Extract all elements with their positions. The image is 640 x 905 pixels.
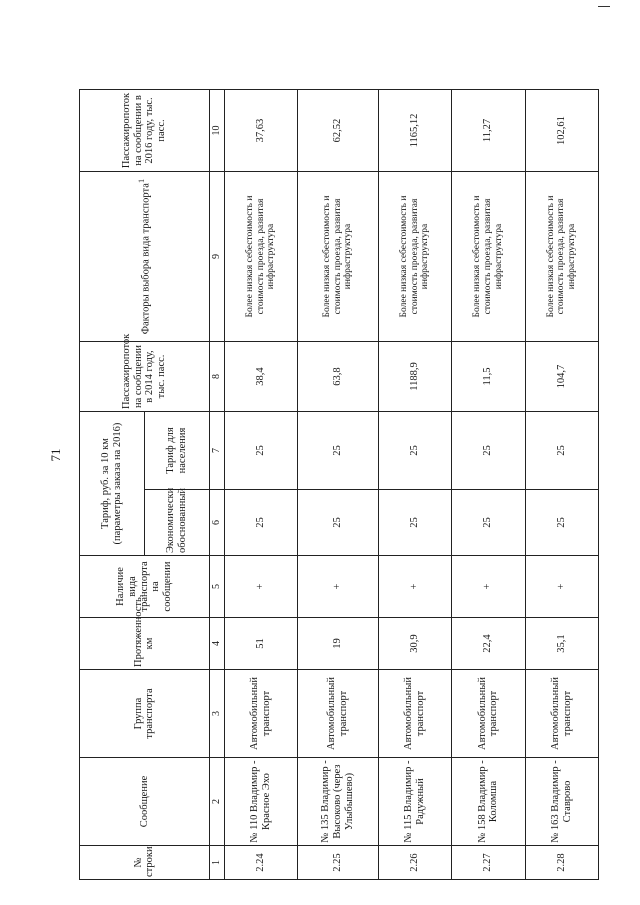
cell-length: 51 [224, 618, 297, 670]
cell-row-id: 2.25 [298, 846, 378, 880]
cell-passenger-2016: 102,61 [525, 90, 598, 172]
cell-route: № 135 Владимир - Высоково (через Улыбышево) [298, 758, 378, 846]
column-number: 7 [209, 412, 224, 490]
header-factors [80, 172, 210, 342]
route-table [79, 89, 599, 880]
cell-route: № 158 Владимир - Коломша [452, 758, 525, 846]
table-row [452, 90, 525, 880]
cell-availability: + [298, 556, 378, 618]
cell-transport-group: Автомобильный транспорт [525, 670, 598, 758]
header-row-num: № строки [80, 846, 210, 880]
cell-tariff-population: 25 [452, 412, 525, 490]
column-number-row [209, 90, 224, 880]
cell-tariff-economic: 25 [298, 490, 378, 556]
header-tariff-group: Тариф, руб. за 10 км (параметры заказа на 2016) [80, 412, 145, 556]
cell-tariff-population: 25 [298, 412, 378, 490]
cell-row-id: 2.28 [525, 846, 598, 880]
cell-route: № 110 Владимир - Красное Эхо [224, 758, 297, 846]
header-transport-group: Группа транспорта [80, 670, 210, 758]
header-factors-text: Факторы выбора вида транспорта [140, 183, 152, 335]
cell-length: 19 [298, 618, 378, 670]
cell-row-id: 2.27 [452, 846, 525, 880]
cell-availability: + [452, 556, 525, 618]
cell-passenger-2016: 62,52 [298, 90, 378, 172]
header-passenger-2014: Пассажиропоток на сообщении в 2014 году, тыс. пасс. [80, 342, 210, 412]
cell-availability: + [378, 556, 451, 618]
cell-row-id: 2.26 [378, 846, 451, 880]
route-table-wrapper [79, 90, 599, 880]
header-tariff-population: Тариф для населения [144, 412, 209, 490]
cell-factors: Более низкая себестоимость и стоимость проезда, развитая инфраструктура [525, 172, 598, 342]
cell-row-id: 2.24 [224, 846, 297, 880]
cell-transport-group: Автомобильный транспорт [378, 670, 451, 758]
cell-route: № 163 Владимир - Ставрово [525, 758, 598, 846]
column-number: 5 [209, 556, 224, 618]
cell-passenger-2014: 1188,9 [378, 342, 451, 412]
column-number: 2 [209, 758, 224, 846]
cell-tariff-economic: 25 [452, 490, 525, 556]
cell-passenger-2014: 63,8 [298, 342, 378, 412]
cell-length: 35,1 [525, 618, 598, 670]
cell-availability: + [224, 556, 297, 618]
cell-tariff-population: 25 [224, 412, 297, 490]
column-number: 4 [209, 618, 224, 670]
cell-tariff-economic: 25 [378, 490, 451, 556]
cell-factors: Более низкая себестоимость и стоимость проезда, развитая инфраструктура [224, 172, 297, 342]
column-number: 10 [209, 90, 224, 172]
cell-factors: Более низкая себестоимость и стоимость проезда, развитая инфраструктура [378, 172, 451, 342]
header-tariff-economic: Экономически обоснованный [144, 490, 209, 556]
cell-tariff-economic: 25 [525, 490, 598, 556]
cell-tariff-population: 25 [378, 412, 451, 490]
scan-mark [598, 6, 610, 7]
header-length: Протяженность, км [80, 618, 210, 670]
header-route: Сообщение [80, 758, 210, 846]
column-number: 1 [209, 846, 224, 880]
cell-factors: Более низкая себестоимость и стоимость проезда, развитая инфраструктура [452, 172, 525, 342]
cell-transport-group: Автомобильный транспорт [224, 670, 297, 758]
header-passenger-2016: Пассажиропоток на сообщении в 2016 году, тыс. пасс. [80, 90, 210, 172]
table-row [525, 90, 598, 880]
cell-length: 22,4 [452, 618, 525, 670]
header-availability: Наличие вида транспорта на сообщении [80, 556, 210, 618]
table-row [298, 90, 378, 880]
column-number: 8 [209, 342, 224, 412]
table-row [224, 90, 297, 880]
header-row [80, 90, 145, 880]
table-row [378, 90, 451, 880]
cell-passenger-2014: 11,5 [452, 342, 525, 412]
cell-passenger-2016: 37,63 [224, 90, 297, 172]
header-factors-footnote: 1 [135, 178, 146, 184]
cell-length: 30,9 [378, 618, 451, 670]
cell-passenger-2014: 104,7 [525, 342, 598, 412]
page-number: 71 [48, 448, 63, 462]
cell-passenger-2014: 38,4 [224, 342, 297, 412]
column-number: 3 [209, 670, 224, 758]
column-number: 9 [209, 172, 224, 342]
cell-availability: + [525, 556, 598, 618]
cell-route: № 115 Владимир - Радужный [378, 758, 451, 846]
cell-tariff-economic: 25 [224, 490, 297, 556]
cell-factors: Более низкая себестоимость и стоимость проезда, развитая инфраструктура [298, 172, 378, 342]
cell-transport-group: Автомобильный транспорт [452, 670, 525, 758]
cell-transport-group: Автомобильный транспорт [298, 670, 378, 758]
cell-tariff-population: 25 [525, 412, 598, 490]
cell-passenger-2016: 1165,12 [378, 90, 451, 172]
cell-passenger-2016: 11,27 [452, 90, 525, 172]
column-number: 6 [209, 490, 224, 556]
